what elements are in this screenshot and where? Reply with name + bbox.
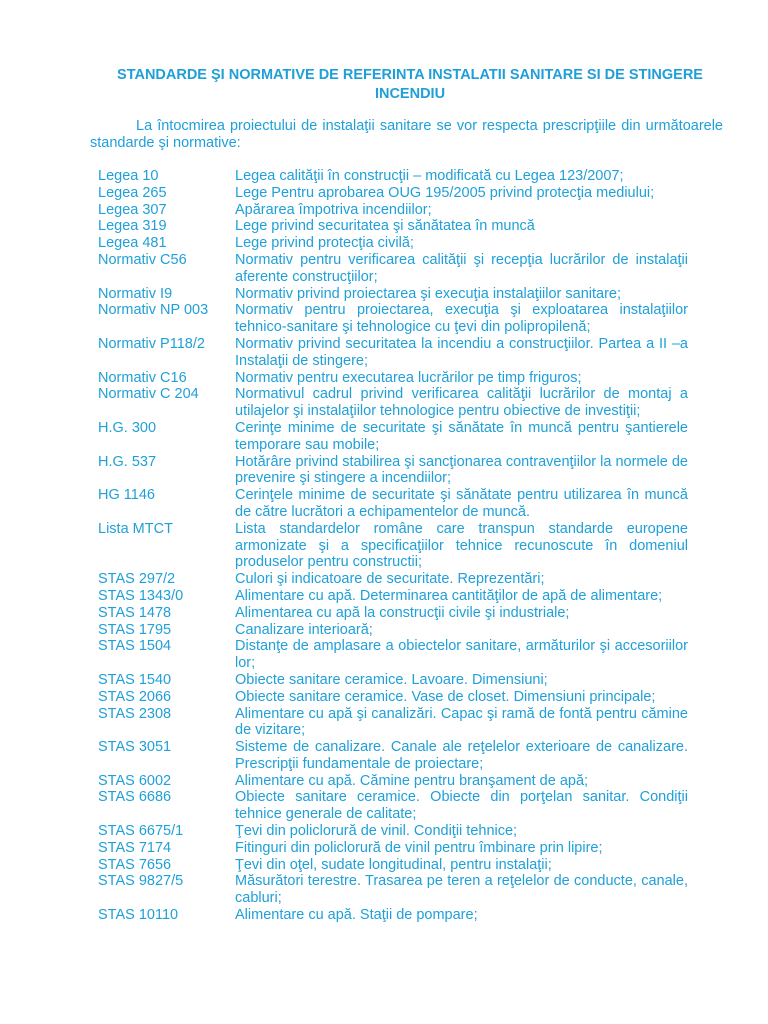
standard-description: Măsurători terestre. Trasarea pe teren a reţelelor de conducte, canale, cabluri; [235,873,688,907]
standard-code: Legea 307 [98,201,167,218]
standard-row [98,521,688,571]
standard-code: STAS 297/2 [98,571,176,588]
standard-code: Normativ NP 003 [98,302,209,319]
standard-description: Fitinguri din policlorură de vinil pentru îmbinare prin lipire; [235,839,603,856]
standards-list [98,168,688,924]
standard-code: STAS 6002 [98,772,172,789]
standard-code: STAS 3051 [98,739,172,756]
standard-code: STAS 1540 [98,671,172,688]
standard-row [98,218,688,235]
standard-row [98,370,688,387]
standard-row [98,168,688,185]
standard-row [98,873,688,907]
standard-row [98,386,688,420]
standard-row [98,638,688,672]
standard-code: HG 1146 [98,487,155,504]
document-title: STANDARDE ŞI NORMATIVE DE REFERINTA INSTALATII SANITARE SI DE STINGERE INCENDIU [117,67,703,102]
standard-description: Hotărâre privind stabilirea şi sancţionarea contravenţiilor la normele de prevenire şi stingere a incendiilor; [235,453,688,487]
standard-description: Normativ pentru proiectarea, execuţia şi exploatarea instalaţiilor tehnico-sanitare şi tehnologice cu ţevi din polipropilenă; [235,302,688,336]
standard-row [98,336,688,370]
standard-code: Normativ I9 [98,285,173,302]
standard-description: Lege privind securitatea şi sănătatea în muncă [235,218,535,235]
standard-code: STAS 2066 [98,688,172,705]
standard-code: STAS 6675/1 [98,823,184,840]
standard-description: Normativul cadrul privind verificarea calităţii lucrărilor de montaj a utilajelor şi instalaţiilor tehnologice pentru obiective de investiţii; [235,386,688,420]
standard-row [98,739,688,773]
standard-description: Alimentare cu apă şi canalizări. Capac şi ramă de fontă pentru cămine de vizitare; [235,705,688,739]
standard-code: Legea 265 [98,184,167,201]
standard-row [98,773,688,790]
standard-row [98,235,688,252]
standard-row [98,454,688,488]
standard-code: STAS 7656 [98,856,172,873]
standard-row [98,706,688,740]
standard-code: STAS 1343/0 [98,587,184,604]
standard-code: Legea 319 [98,218,167,235]
standard-description: Normativ privind securitatea la incendiu a construcţiilor. Partea a II –a Instalaţii de stingere; [235,335,688,369]
standard-description: Alimentarea cu apă la construcţii civile şi industriale; [235,604,570,621]
standard-code: STAS 1795 [98,621,172,638]
standard-description: Normativ pentru executarea lucrărilor pe timp friguros; [235,369,582,386]
standard-description: Canalizare interioară; [235,621,373,638]
standard-code: STAS 9827/5 [98,873,184,890]
standard-description: Lege Pentru aprobarea OUG 195/2005 privind protecţia mediului; [235,184,655,201]
standard-row [98,789,688,823]
standard-row [98,622,688,639]
standard-description: Normativ privind proiectarea şi execuţia instalaţiilor sanitare; [235,285,622,302]
standard-description: Distanţe de amplasare a obiectelor sanitare, armăturilor şi accesoriilor lor; [235,638,688,672]
standard-code: STAS 6686 [98,789,172,806]
standard-description: Obiecte sanitare ceramice. Obiecte din porţelan sanitar. Condiţii tehnice generale de calitate; [235,789,688,823]
standard-code: STAS 1504 [98,638,172,655]
standard-row [98,487,688,521]
standard-code: H.G. 537 [98,453,157,470]
standard-code: STAS 1478 [98,604,172,621]
standard-row [98,605,688,622]
standard-description: Culori şi indicatoare de securitate. Reprezentări; [235,571,545,588]
standard-description: Sisteme de canalizare. Canale ale reţelelor exterioare de canalizare. Prescripţii fundamentale de proiectare; [235,739,688,772]
standard-row [98,571,688,588]
standard-description: Apărarea împotriva incendiilor; [235,201,432,218]
intro-paragraph: La întocmirea proiectului de instalaţii sanitare se vor respecta prescripţiile din următoarele standarde şi normative: [90,118,723,151]
standard-code: STAS 10110 [98,907,179,924]
standard-row [98,672,688,689]
standard-description: Alimentare cu apă. Staţii de pompare; [235,907,478,924]
standard-description: Obiecte sanitare ceramice. Vase de closet. Dimensiuni principale; [235,688,656,705]
standard-row [98,840,688,857]
standard-row [98,588,688,605]
standard-description: Ţevi din policlorură de vinil. Condiţii tehnice; [235,823,518,840]
standard-code: Legea 10 [98,168,159,184]
standard-code: Normativ C 204 [98,386,199,403]
standard-description: Legea calităţii în construcţii – modificată cu Legea 123/2007; [235,168,624,184]
standard-code: Legea 481 [98,235,167,252]
standard-row [98,252,688,286]
standard-code: Normativ C16 [98,369,187,386]
standard-description: Ţevi din oţel, sudate longitudinal, pentru instalaţii; [235,856,552,873]
standard-description: Obiecte sanitare ceramice. Lavoare. Dimensiuni; [235,671,548,688]
standard-code: STAS 2308 [98,705,172,722]
standard-code: H.G. 300 [98,419,157,436]
standard-code: Normativ C56 [98,251,187,268]
standard-description: Normativ pentru verificarea calităţii şi recepţia lucrărilor de instalaţii aferente construcţiilor; [235,251,688,285]
standard-row [98,286,688,303]
standard-row [98,202,688,219]
standard-description: Alimentare cu apă. Cămine pentru branşament de apă; [235,772,589,789]
standard-row [98,689,688,706]
standard-row [98,823,688,840]
standard-row [98,907,688,924]
standard-code: STAS 7174 [98,839,172,856]
standard-row [98,857,688,874]
standard-description: Cerinţe minime de securitate şi sănătate în muncă pentru şantierele temporare sau mobile; [235,419,688,453]
standard-row [98,302,688,336]
standard-code: Lista MTCT [98,520,173,537]
standard-description: Lista standardelor române care transpun standarde europene armonizate şi a specificaţiilor tehnice recunoscute în domeniul produselor pentru constructii; [235,520,688,571]
standard-row [98,185,688,202]
standard-row [98,420,688,454]
standard-description: Alimentare cu apă. Determinarea cantităţilor de apă de alimentare; [235,587,663,604]
standard-description: Cerinţele minime de securitate şi sănătate pentru utilizarea în muncă de către lucrători a echipamentelor de muncă. [235,487,688,520]
standard-description: Lege privind protecţia civilă; [235,235,414,252]
standard-code: Normativ P118/2 [98,335,205,352]
